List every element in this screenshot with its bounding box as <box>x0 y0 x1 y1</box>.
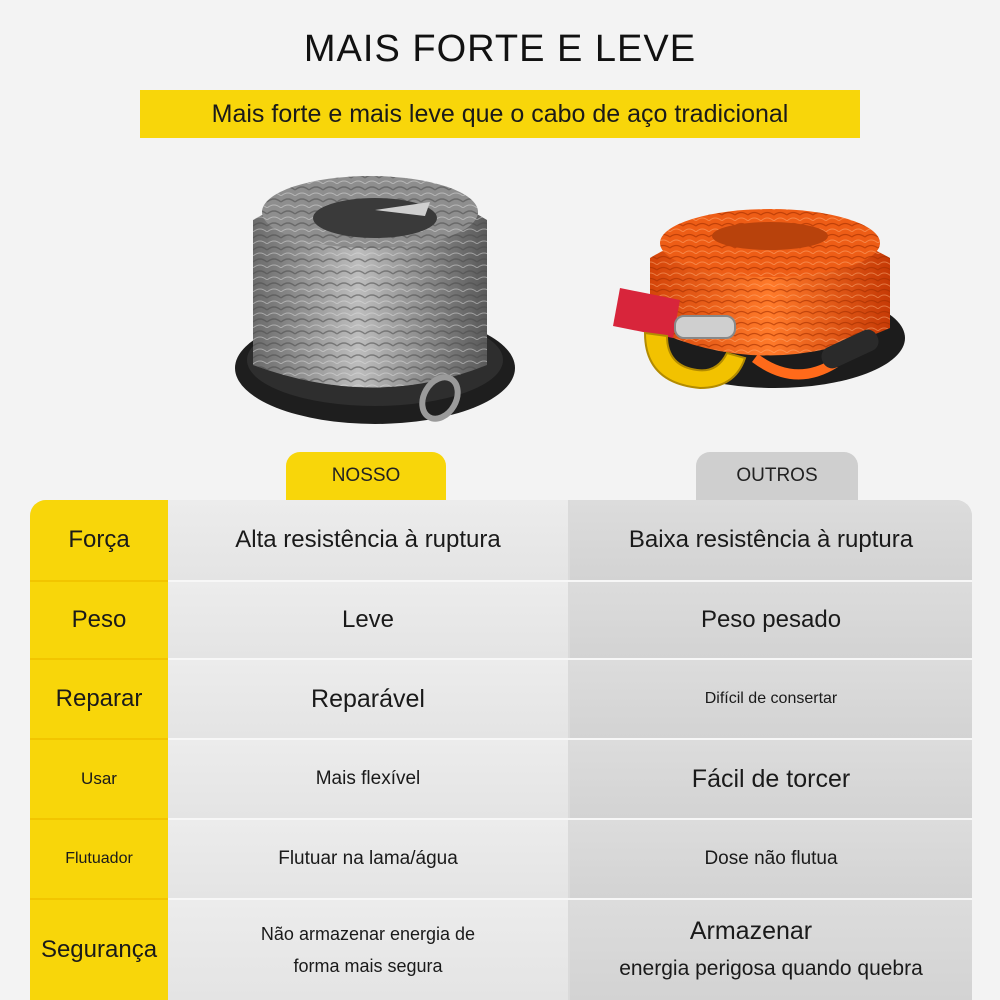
row-label: Peso <box>30 582 168 658</box>
comparison-table <box>30 500 972 1000</box>
row-label: Segurança <box>30 900 168 1000</box>
row-label: Usar <box>30 740 168 818</box>
column-label-ours: NOSSO <box>331 465 401 486</box>
others-cell: Peso pesado <box>570 582 972 658</box>
others-cell <box>570 900 972 1000</box>
others-cell-line: energia perigosa quando quebra <box>619 957 923 980</box>
table-row <box>30 900 972 1000</box>
others-cell: Dose não flutua <box>570 820 972 898</box>
gray-rope-coil-image <box>225 160 520 435</box>
column-tab-others <box>696 452 858 500</box>
ours-cell-line: forma mais segura <box>293 956 443 976</box>
ours-cell: Leve <box>168 582 568 658</box>
column-label-others: OUTROS <box>736 465 818 486</box>
others-cell: Difícil de consertar <box>570 660 972 738</box>
table-row <box>30 740 972 818</box>
subtitle-text: Mais forte e mais leve que o cabo de aço tradicional <box>211 99 789 128</box>
table-row <box>30 582 972 658</box>
others-cell: Fácil de torcer <box>570 740 972 818</box>
ours-cell: Alta resistência à ruptura <box>168 500 568 580</box>
column-tab-ours <box>286 452 446 500</box>
row-label: Reparar <box>30 660 168 738</box>
subtitle-banner <box>140 90 860 138</box>
table-row <box>30 820 972 898</box>
orange-rope-coil-image <box>605 188 915 413</box>
ours-cell: Mais flexível <box>168 740 568 818</box>
row-label: Força <box>30 500 168 580</box>
ours-cell-line: Não armazenar energia de <box>260 924 476 944</box>
row-label: Flutuador <box>30 820 168 898</box>
ours-cell: Flutuar na lama/água <box>168 820 568 898</box>
table-row <box>30 500 972 580</box>
ours-cell <box>168 900 568 1000</box>
ours-cell: Reparável <box>168 660 568 738</box>
others-cell-line: Armazenar <box>689 917 813 945</box>
others-cell: Baixa resistência à ruptura <box>570 500 972 580</box>
page-title: MAIS FORTE E LEVE <box>303 28 697 70</box>
table-row <box>30 660 972 738</box>
